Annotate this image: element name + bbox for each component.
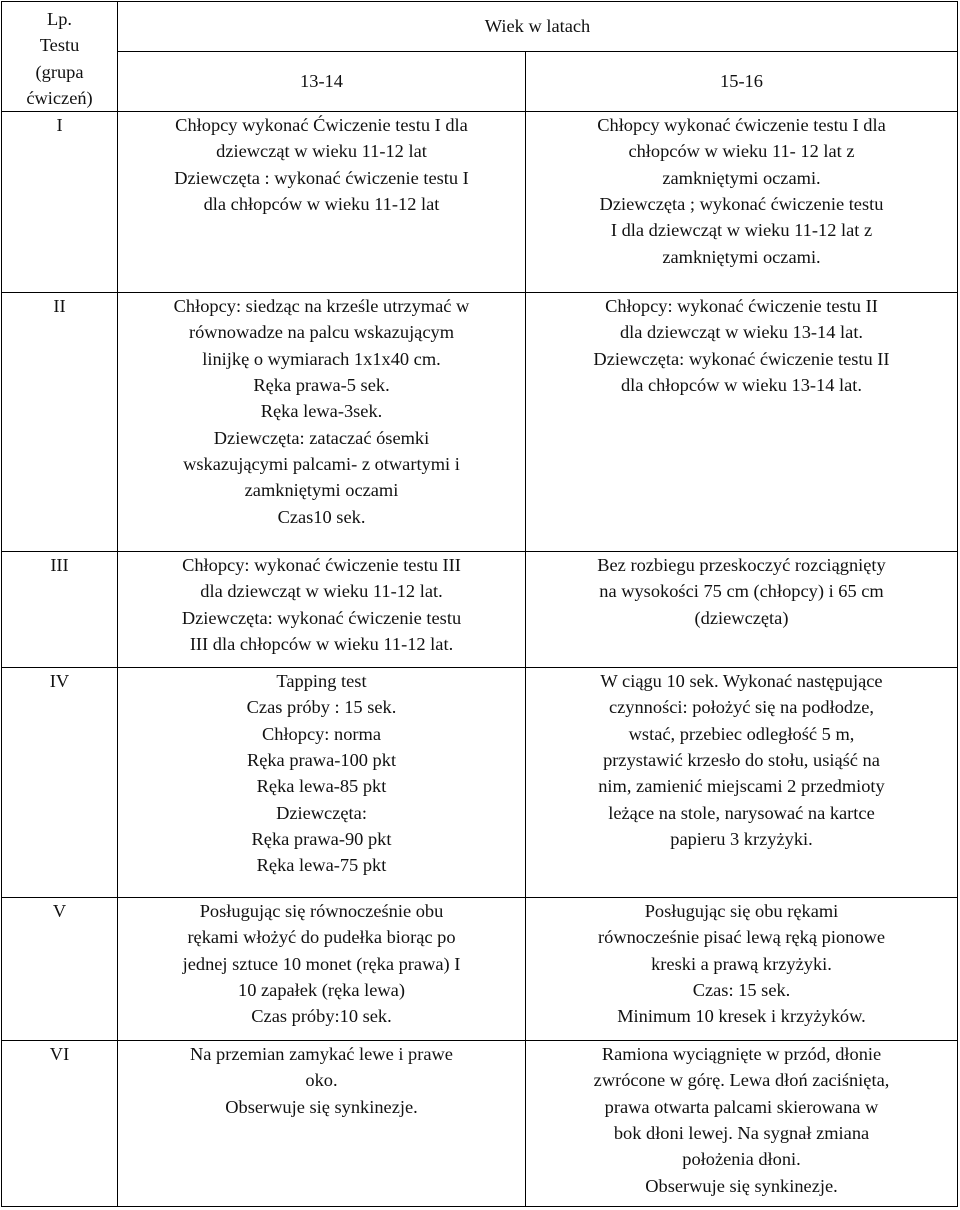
cell-13-14: [118, 1041, 526, 1207]
header-lp-line: Lp.: [46, 9, 73, 29]
row-number: I: [2, 112, 118, 293]
header-age-13-14: 13-14: [118, 52, 526, 112]
cell-line: dziewcząt w wieku 11-12 lat: [216, 141, 427, 162]
cell-line: Dziewczęta: zataczać ósemki: [213, 427, 430, 448]
cell-line: zamkniętymi oczami: [244, 480, 399, 501]
table-row-iv: [2, 668, 958, 898]
header-lp-line: Testu: [39, 35, 80, 56]
cell-line: na wysokości 75 cm (chłopcy) i 65 cm: [599, 581, 884, 602]
cell-13-14: [118, 668, 526, 898]
cell-line: Ręka lewa-75 pkt: [256, 855, 387, 876]
cell-15-16: [526, 1041, 958, 1207]
cell-line: zwrócone w górę. Lewa dłoń zaciśnięta,: [593, 1070, 890, 1091]
cell-line: nim, zamienić miejscami 2 przedmioty: [598, 776, 885, 797]
table-row-vi: [2, 1041, 958, 1207]
cell-line: dla chłopców w wieku 11-12 lat: [203, 194, 440, 215]
cell-line: oko.: [305, 1070, 338, 1091]
header-lp-line: (grupa: [35, 61, 84, 82]
cell-line: Ręka lewa-85 pkt: [256, 776, 387, 797]
cell-line: wstać, przebiec odległość 5 m,: [628, 723, 855, 744]
cell-15-16: [526, 552, 958, 668]
cell-line: chłopców w wieku 11- 12 lat z: [628, 141, 855, 162]
cell-15-16: [526, 293, 958, 552]
cell-line: dla dziewcząt w wieku 13-14 lat.: [619, 322, 864, 343]
header-lp-cell: [2, 2, 118, 112]
header-age-title: Wiek w latach: [118, 2, 958, 52]
row-number: II: [2, 293, 118, 552]
cell-line: jednej sztuce 10 monet (ręka prawa) I: [182, 953, 461, 974]
table-row-i: [2, 112, 958, 293]
header-row-title: [2, 2, 958, 52]
cell-line: Dziewczęta : wykonać ćwiczenie testu I: [174, 167, 469, 188]
table-row-ii: [2, 293, 958, 552]
cell-line: położenia dłoni.: [682, 1149, 801, 1170]
cell-line: Na przemian zamykać lewe i prawe: [190, 1044, 453, 1065]
test-table: [1, 1, 958, 1207]
cell-line: Ręka lewa-3sek.: [260, 401, 383, 422]
cell-line: leżące na stole, narysować na kartce: [608, 802, 875, 823]
row-number: V: [2, 898, 118, 1041]
cell-line: Czas próby:10 sek.: [251, 1006, 392, 1027]
cell-line: zamkniętymi oczami.: [662, 246, 821, 267]
cell-line: dla dziewcząt w wieku 11-12 lat.: [200, 581, 443, 602]
cell-line: Czas próby : 15 sek.: [246, 697, 397, 718]
cell-line: Ręka prawa-100 pkt: [246, 750, 397, 771]
cell-line: przystawić krzesło do stołu, usiąść na: [603, 750, 880, 771]
cell-line: Chłopcy: norma: [261, 723, 381, 744]
cell-line: równocześnie pisać lewą ręką pionowe: [598, 927, 885, 948]
cell-line: równowadze na palcu wskazującym: [188, 322, 455, 343]
header-row-ages: [2, 52, 958, 112]
cell-line: Ręka prawa-5 sek.: [253, 375, 390, 396]
cell-line: papieru 3 krzyżyki.: [670, 828, 813, 849]
row-number: VI: [2, 1041, 118, 1207]
cell-15-16: [526, 668, 958, 898]
cell-line: Czas: 15 sek.: [692, 980, 791, 1001]
cell-line: Dziewczęta ; wykonać ćwiczenie testu: [599, 194, 884, 215]
cell-line: wskazującymi palcami- z otwartymi i: [183, 453, 460, 474]
header-lp-line: ćwiczeń): [26, 87, 93, 108]
cell-line: rękami włożyć do pudełka biorąc po: [187, 927, 456, 948]
cell-line: linijkę o wymiarach 1x1x40 cm.: [202, 348, 441, 369]
row-number: IV: [2, 668, 118, 898]
cell-13-14: [118, 293, 526, 552]
cell-line: 10 zapałek (ręka lewa): [238, 980, 405, 1001]
cell-line: Chłopcy: wykonać ćwiczenie testu III: [182, 555, 461, 576]
table-row-v: [2, 898, 958, 1041]
cell-line: Dziewczęta: wykonać ćwiczenie testu: [181, 607, 462, 628]
cell-line: Dziewczęta: wykonać ćwiczenie testu II: [593, 348, 890, 369]
cell-line: zamkniętymi oczami.: [662, 167, 821, 188]
cell-line: Chłopcy: wykonać ćwiczenie testu II: [605, 296, 878, 317]
cell-line: Chłopcy wykonać Ćwiczenie testu I dla: [175, 115, 468, 136]
cell-line: Posługując się obu rękami: [644, 901, 839, 922]
cell-13-14: [118, 552, 526, 668]
cell-13-14: [118, 898, 526, 1041]
cell-line: Tapping test: [276, 671, 367, 692]
cell-line: czynności: położyć się na podłodze,: [608, 697, 875, 718]
cell-line: bok dłoni lewej. Na sygnał zmiana: [613, 1123, 870, 1144]
cell-line: Chłopcy wykonać ćwiczenie testu I dla: [597, 115, 886, 136]
cell-line: Chłopcy: siedząc na krześle utrzymać w: [173, 296, 470, 317]
cell-line: Obserwuje się synkinezje.: [225, 1096, 418, 1117]
table-row-iii: [2, 552, 958, 668]
header-age-15-16: 15-16: [526, 52, 958, 112]
cell-line: dla chłopców w wieku 13-14 lat.: [620, 375, 863, 396]
cell-line: Bez rozbiegu przeskoczyć rozciągnięty: [597, 555, 886, 576]
cell-line: Posługując się równocześnie obu: [199, 901, 444, 922]
cell-line: kreski a prawą krzyżyki.: [651, 953, 832, 974]
cell-line: Ramiona wyciągnięte w przód, dłonie: [601, 1044, 882, 1065]
cell-15-16: [526, 112, 958, 293]
cell-line: W ciągu 10 sek. Wykonać następujące: [600, 671, 883, 692]
cell-line: Dziewczęta:: [276, 802, 367, 823]
cell-line: Minimum 10 kresek i krzyżyków.: [617, 1006, 866, 1027]
row-number: III: [2, 552, 118, 668]
cell-line: I dla dziewcząt w wieku 11-12 lat z: [610, 220, 873, 241]
cell-15-16: [526, 898, 958, 1041]
cell-line: Ręka prawa-90 pkt: [251, 828, 392, 849]
cell-line: III dla chłopców w wieku 11-12 lat.: [189, 634, 454, 655]
cell-line: prawa otwarta palcami skierowana w: [604, 1096, 879, 1117]
cell-13-14: [118, 112, 526, 293]
cell-line: Obserwuje się synkinezje.: [645, 1175, 838, 1196]
cell-line: Czas10 sek.: [277, 506, 366, 527]
cell-line: (dziewczęta): [694, 607, 789, 628]
